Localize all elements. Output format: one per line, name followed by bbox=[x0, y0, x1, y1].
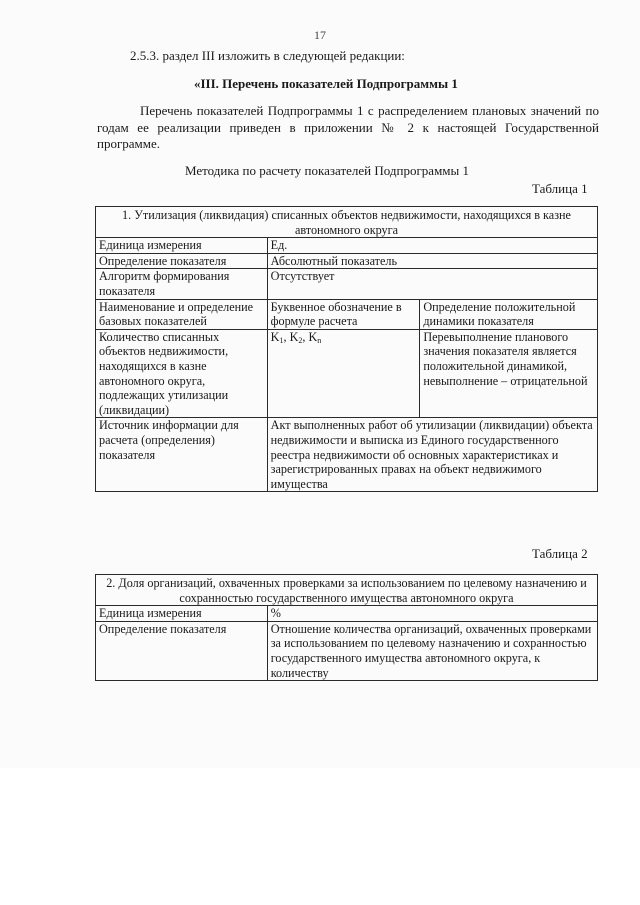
table1-algorithm-value: Отсутствует bbox=[267, 269, 597, 299]
symbol-subscript: 2 bbox=[298, 335, 303, 345]
symbol-subscript: n bbox=[317, 335, 322, 345]
base-indicator-symbol: $K_1$, $K_2$, $K_n$ bbox=[267, 329, 420, 418]
table-row bbox=[96, 238, 598, 254]
table1-definition-value: Абсолютный показатель bbox=[267, 253, 597, 269]
table1-definition-label: Определение показателя bbox=[96, 253, 268, 269]
col-header-symbol: Буквенное обозначение в формуле расчета bbox=[267, 299, 420, 329]
table1-header-row bbox=[96, 299, 598, 329]
method-title: Методика по расчету показателей Подпрограммы 1 bbox=[185, 163, 470, 178]
symbol-letter: K bbox=[270, 329, 280, 344]
table-1 bbox=[95, 206, 598, 492]
table1-label: Таблица 1 bbox=[532, 181, 588, 196]
intro-paragraph-text: Перечень показателей Подпрограммы 1 с распределением плановых значений по годам ее реализации приведен в приложении № 2 к настоящей Государственной программе. bbox=[97, 103, 599, 151]
table-2 bbox=[95, 574, 598, 681]
section-heading: «III. Перечень показателей Подпрограммы 1 bbox=[194, 76, 458, 91]
table-row bbox=[96, 329, 598, 418]
table-row bbox=[96, 606, 598, 622]
table-row bbox=[96, 418, 598, 492]
table1-unit-value: Ед. bbox=[267, 238, 597, 254]
table2-definition-label: Определение показателя bbox=[96, 621, 268, 680]
table-row bbox=[96, 621, 598, 680]
col-header-name: Наименование и определение базовых показателей bbox=[96, 299, 268, 329]
col-header-dynamics: Определение положительной динамики показателя bbox=[420, 299, 598, 329]
base-indicator-name: Количество списанных объектов недвижимости, находящихся в казне автономного округа, подлежащих утилизации (ликвидации) bbox=[96, 329, 268, 418]
table-row bbox=[96, 253, 598, 269]
table2-title-row bbox=[96, 575, 598, 606]
table2-unit-value: % bbox=[267, 606, 597, 622]
table1-unit-label: Единица измерения bbox=[96, 238, 268, 254]
source-value: Акт выполненных работ об утилизации (ликвидации) объекта недвижимости и выписка из Единого государственного реестра недвижимости об основных характеристиках и зарегистрированных правах на объект недвижимого имущества bbox=[267, 418, 597, 492]
page-number: 17 bbox=[314, 28, 326, 42]
table1-title: 1. Утилизация (ликвидация) списанных объектов недвижимости, находящихся в казне автономного округа bbox=[96, 207, 598, 238]
table2-unit-label: Единица измерения bbox=[96, 606, 268, 622]
symbol-subscript: 1 bbox=[279, 335, 284, 345]
base-indicator-dynamics: Перевыполнение планового значения показателя является положительной динамикой, невыполнение – отрицательной bbox=[420, 329, 598, 418]
table2-label: Таблица 2 bbox=[532, 546, 588, 561]
table1-algorithm-label: Алгоритм формирования показателя bbox=[96, 269, 268, 299]
table1-title-row bbox=[96, 207, 598, 238]
item-line: 2.5.3. раздел III изложить в следующей редакции: bbox=[130, 48, 405, 63]
table-row bbox=[96, 269, 598, 299]
symbol-letter: K bbox=[308, 329, 318, 344]
table2-title: 2. Доля организаций, охваченных проверками за использованием по целевому назначению и сохранностью государственного имущества автономного округа bbox=[96, 575, 598, 606]
intro-paragraph bbox=[97, 103, 599, 153]
symbol-letter: K bbox=[289, 329, 299, 344]
source-label: Источник информации для расчета (определения) показателя bbox=[96, 418, 268, 492]
table2-definition-value: Отношение количества организаций, охваченных проверками за использованием по целевому назначению и сохранностью государственного имущества автономного округа, к количеству bbox=[267, 621, 597, 680]
